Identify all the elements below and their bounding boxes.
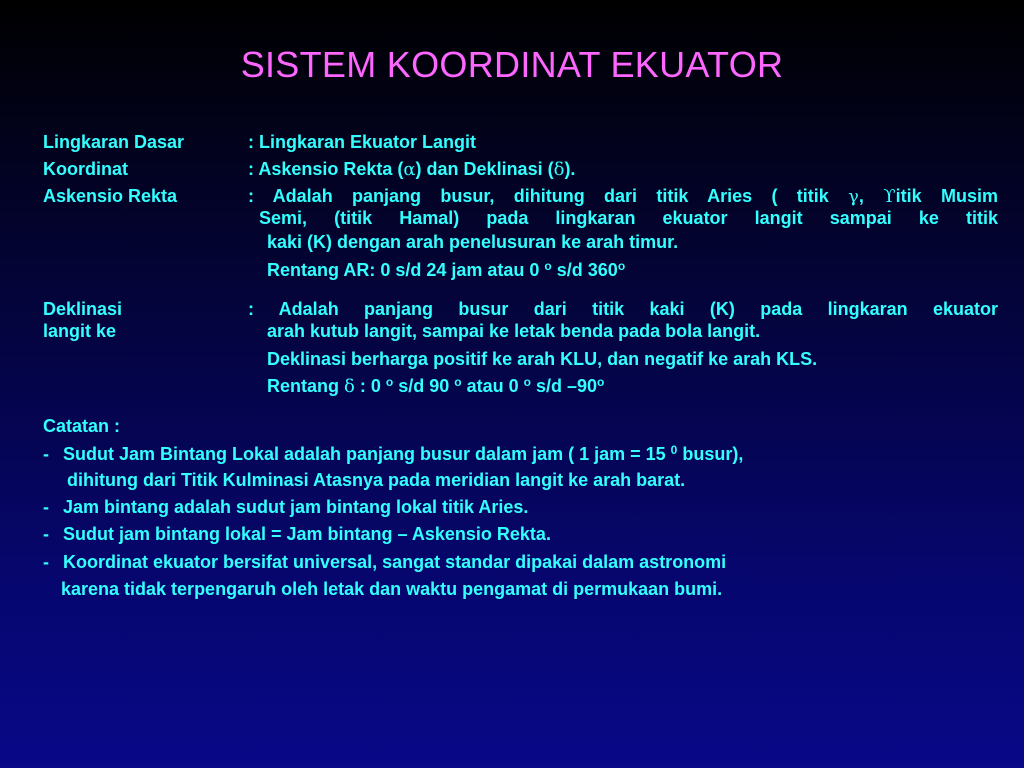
delta-symbol: δ [553,159,565,180]
text-part: s/d 360 [551,260,618,280]
gamma-symbol: γ [848,186,859,207]
degree-symbol: o [385,375,394,389]
text-part: s/d 90 [393,376,455,396]
text-part: , [858,186,884,206]
alpha-symbol: α [403,159,416,180]
text-part: Sudut Jam Bintang Lokal adalah panjang busur dalam jam ( 1 jam = 15 [63,444,671,464]
range-deklinasi [267,374,604,400]
text-part: busur), [677,444,744,464]
definition-koordinat [43,157,998,181]
text-part: s/d –90 [530,376,598,396]
text-part: : Adalah panjang busur, dihitung dari titik Aries ( titik [248,186,849,206]
text-part: Jam bintang adalah sudut jam bintang lokal titik Aries. [63,497,529,517]
text-part: ) dan Deklinasi ( [415,159,554,179]
bullet: - [43,497,49,517]
degree-symbol: o [617,259,626,273]
degree-symbol: 0 [670,443,678,457]
bullet: - [43,552,49,572]
aries-symbol: ϒ [883,186,896,207]
degree-symbol: o [454,375,462,389]
degree-symbol: o [544,259,552,273]
term-label: Deklinasi [43,299,123,319]
note-item-2 [43,495,528,519]
degree-symbol: o [597,375,605,389]
term-label: Askensio Rekta [43,186,178,206]
delta-symbol: δ [344,376,355,397]
note-item-1-continued: dihitung dari Titik Kulminasi Atasnya pada meridian langit ke arah barat. [67,470,686,490]
slide-title: SISTEM KOORDINAT EKUATOR [240,44,784,85]
bullet: - [43,524,49,544]
text-part: Rentang [267,376,345,396]
degree-symbol: o [523,375,531,389]
text-part: ). [564,159,576,179]
text-part: atau 0 [461,376,524,396]
definition-text [248,157,998,182]
definition-line-3: Deklinasi berharga positif ke arah KLU, dan negatif ke arah KLS. [267,349,818,369]
text-part: Sudut jam bintang lokal = Jam bintang – Askensio Rekta. [63,524,551,544]
note-item-3 [43,522,551,546]
definition-line-1: : Adalah panjang busur dari titik kaki (K) pada lingkaran ekuator [248,299,998,319]
notes-heading: Catatan : [43,416,121,436]
definition-lingkaran-dasar [43,130,998,154]
text-part: Koordinat ekuator bersifat universal, sangat standar dipakai dalam astronomi [63,552,727,572]
text-part: : 0 [354,376,386,396]
note-item-4 [43,550,726,574]
bullet: - [43,444,49,464]
definition-deklinasi [43,297,998,407]
definition-line-2: arah kutub langit, sampai ke letak benda pada bola langit. [267,321,761,341]
text-part: itik Musim [895,186,998,206]
term-label: Koordinat [43,159,128,179]
text-part: : Askensio Rekta ( [248,159,404,179]
note-item-1 [43,442,743,468]
text-part: Rentang AR: 0 s/d 24 jam atau 0 [267,260,545,280]
definition-line-2: Semi, (titik Hamal) pada lingkaran ekuator langit sampai ke titik [259,208,998,228]
definition-askensio-rekta [43,184,998,284]
definition-line-3: kaki (K) dengan arah penelusuran ke arah timur. [267,232,679,252]
note-item-4-continued: karena tidak terpengaruh oleh letak dan waktu pengamat di permukaan bumi. [61,579,723,599]
term-label: Lingkaran Dasar [43,132,185,152]
definition-text: : Lingkaran Ekuator Langit [248,132,477,152]
term-label-continued: langit ke [43,321,117,341]
range-ar [267,258,625,284]
